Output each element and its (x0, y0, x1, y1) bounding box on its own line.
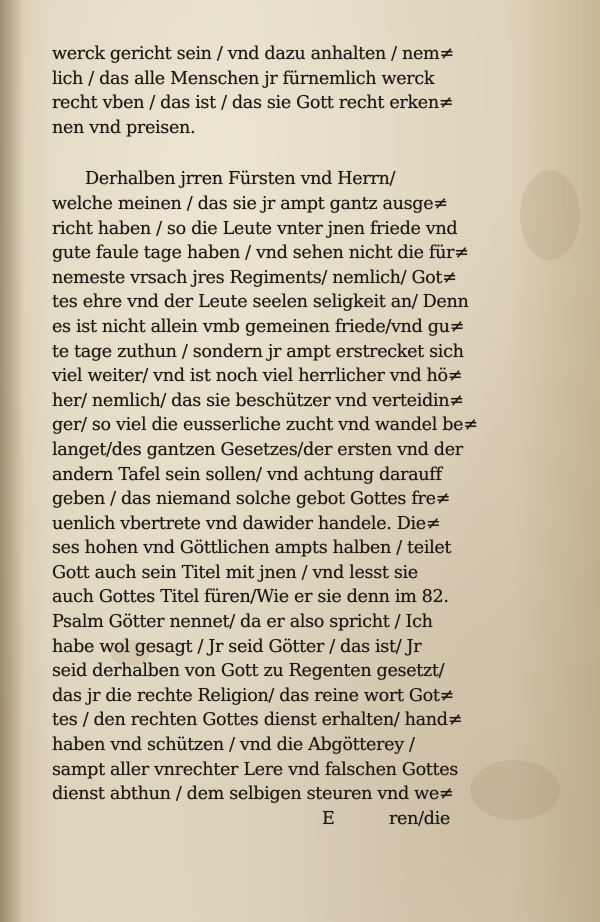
text-line: her/ nemlich/ das sie beschützer vnd verteidin≠ (52, 390, 464, 411)
text-line: uenlich vbertrete vnd dawider handele. Die≠ (52, 513, 441, 534)
text-line: lich / das alle Menschen jr fürnemlich werck (52, 68, 435, 89)
text-line: das jr die rechte Religion/ das reine wort Got≠ (52, 685, 454, 706)
page-text (52, 42, 482, 831)
text-line: viel weiter/ vnd ist noch viel herrlicher vnd hö≠ (52, 366, 463, 387)
paragraph-1 (52, 42, 482, 140)
text-line: welche meinen / das sie jr ampt gantz ausge≠ (52, 193, 448, 214)
text-line: geben / das niemand solche gebot Gottes fre≠ (52, 489, 451, 510)
text-line: sampt aller vnrechter Lere vnd falschen Gottes (52, 759, 458, 780)
signature-mark: E (322, 808, 335, 829)
text-line: gute faule tage haben / vnd sehen nicht die für≠ (52, 243, 469, 264)
text-line: Derhalben jrren Fürsten vnd Herrn/ (85, 169, 396, 190)
text-line: te tage zuthun / sondern jr ampt erstrecket sich (52, 341, 464, 362)
catchword: ren/die (389, 808, 450, 829)
text-line: werck gericht sein / vnd dazu anhalten / nem≠ (52, 44, 454, 64)
text-line: Psalm Götter nennet/ da er also spricht / Ich (52, 612, 433, 633)
text-line: Gott auch sein Titel mit jnen / vnd lesst sie (52, 562, 418, 583)
page-footer (52, 807, 482, 832)
text-line: habe wol gesagt / Jr seid Götter / das ist/ Jr (52, 636, 422, 657)
text-line: langet/des gantzen Gesetzes/der ersten vnd der (52, 439, 463, 460)
text-line: auch Gottes Titel füren/Wie er sie denn im 82. (52, 587, 449, 608)
text-line: andern Tafel sein sollen/ vnd achtung darauff (52, 464, 442, 485)
text-line: nemeste vrsach jres Regiments/ nemlich/ Got≠ (52, 267, 457, 288)
text-line: ger/ so viel die eusserliche zucht vnd wandel be≠ (52, 415, 478, 436)
text-line: es ist nicht allein vmb gemeinen friede/vnd gu≠ (52, 316, 464, 337)
text-line: dienst abthun / dem selbigen steuren vnd we≠ (52, 784, 454, 805)
text-line: ses hohen vnd Göttlichen ampts halben / teilet (52, 538, 452, 559)
text-line: nen vnd preisen. (52, 117, 196, 138)
text-line: richt haben / so die Leute vnter jnen friede vnd (52, 218, 458, 239)
paragraph-2 (52, 167, 482, 806)
text-line: recht vben / das ist / das sie Gott recht erken≠ (52, 93, 454, 114)
text-line: seid derhalben von Gott zu Regenten gesetzt/ (52, 661, 445, 682)
text-line: tes ehre vnd der Leute seelen seligkeit an/ Denn (52, 292, 469, 313)
text-line: tes / den rechten Gottes dienst erhalten/ hand≠ (52, 710, 463, 731)
text-line: haben vnd schützen / vnd die Abgötterey / (52, 735, 415, 756)
